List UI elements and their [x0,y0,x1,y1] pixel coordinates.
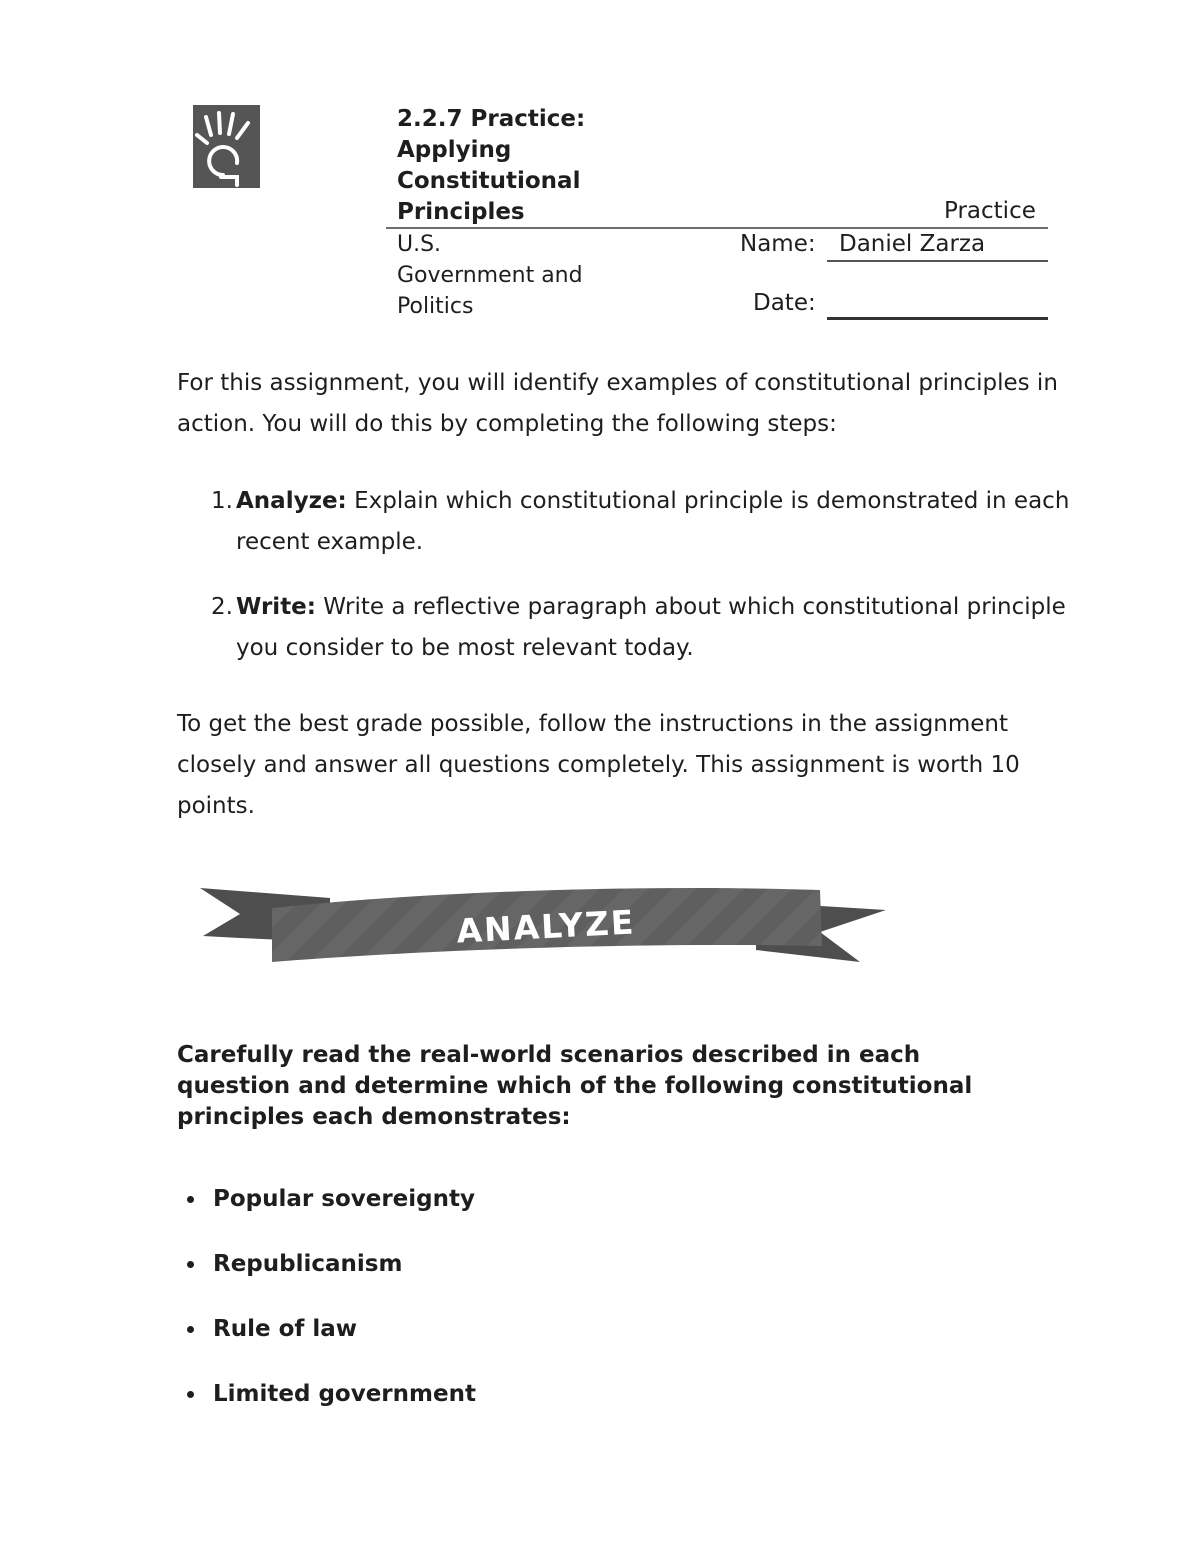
step-label: Write: [236,594,316,620]
date-field[interactable] [827,317,1048,320]
bullet-icon [187,1326,194,1333]
name-label: Name: [740,231,816,257]
step-number: 2. [211,594,233,620]
list-item [177,1303,476,1368]
title-line: Principles [397,199,525,225]
assignment-type-label: Practice [944,198,1036,224]
course-name [397,229,583,322]
course-line: Politics [397,294,474,319]
lightbulb-logo-icon [193,105,260,188]
instructions-paragraph: Carefully read the real-world scenarios described in each question and determine which of the following constitutional principles each demonstrates: [177,1042,973,1130]
step-text: Explain which constitutional principle is demonstrated in each recent example. [236,488,1070,555]
grading-paragraph: To get the best grade possible, follow the instructions in the assignment closely and answer all questions completely. This assignment is worth 10 points. [177,711,1020,819]
step-label: Analyze: [236,488,347,514]
principle-label: Popular sovereignty [213,1186,475,1212]
step-number: 1. [211,488,233,514]
step-text: Write a reflective paragraph about which constitutional principle you consider to be most relevant today. [236,594,1066,661]
list-item [177,1368,476,1433]
analyze-banner [200,880,886,968]
assignment-title [397,104,585,228]
bullet-icon [187,1261,194,1268]
principle-label: Rule of law [213,1316,358,1342]
principles-list [177,1173,476,1433]
principle-label: Republicanism [213,1251,403,1277]
name-field[interactable]: Daniel Zarza [839,231,986,257]
bullet-icon [187,1196,194,1203]
list-item [177,1173,476,1238]
course-line: U.S. [397,232,442,257]
step-item-write [211,587,1076,669]
date-label: Date: [753,290,816,316]
list-item [177,1238,476,1303]
title-line: Applying [397,137,512,163]
step-item-analyze [211,481,1076,563]
principle-label: Limited government [213,1381,476,1407]
intro-paragraph: For this assignment, you will identify examples of constitutional principles in action. You will do this by completing the following steps: [177,370,1058,437]
bullet-icon [187,1391,194,1398]
banner-label: ANALYZE [455,902,637,951]
course-line: Government and [397,263,583,288]
title-line: 2.2.7 Practice: [397,106,586,132]
title-line: Constitutional [397,168,581,194]
name-underline [827,260,1048,262]
